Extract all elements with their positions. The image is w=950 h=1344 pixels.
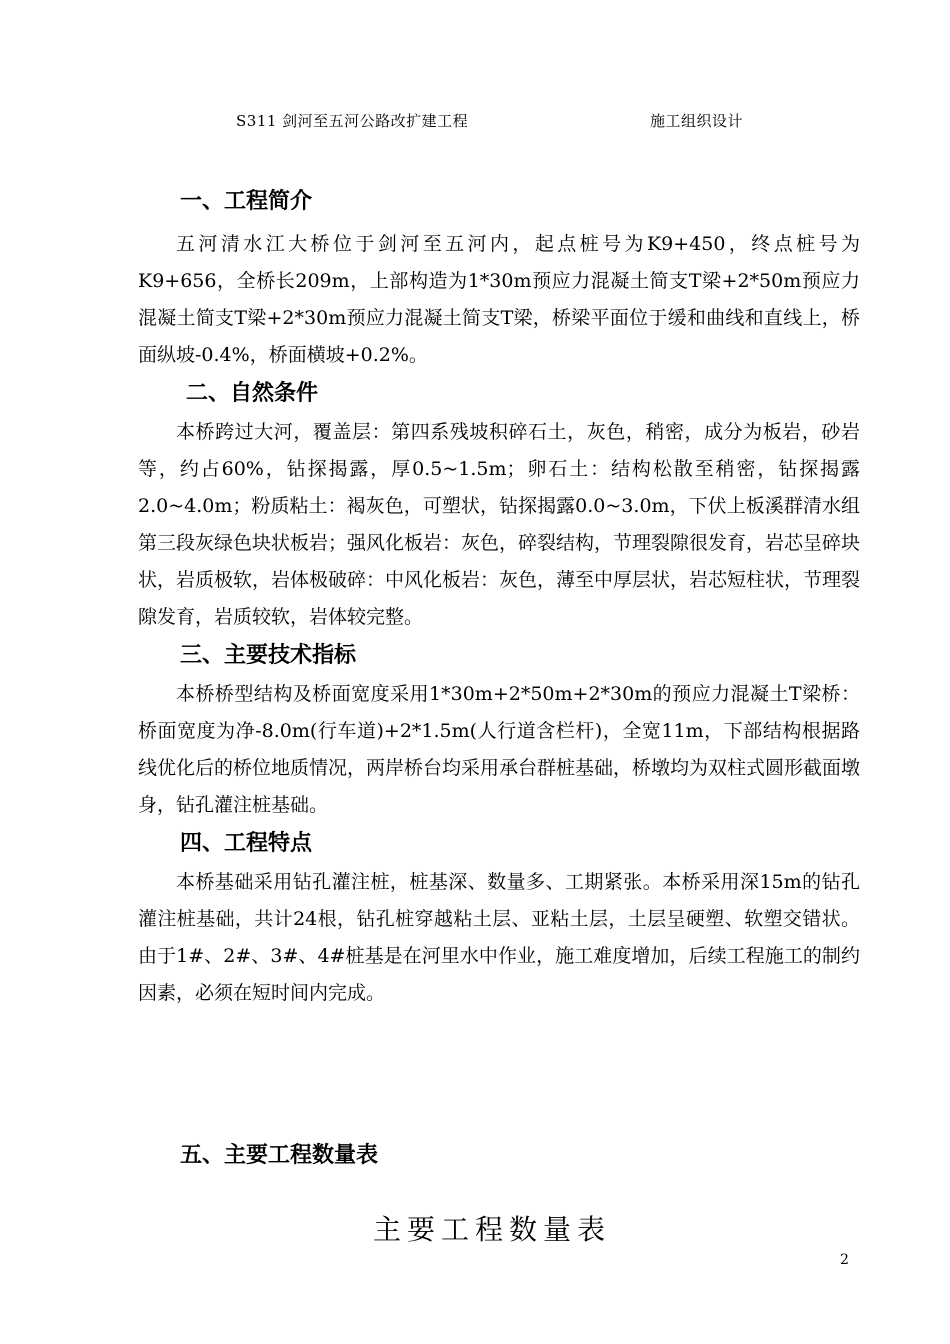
section-heading-quantities: 五、主要工程数量表 <box>180 1143 379 1168</box>
section-heading-overview: 一、工程简介 <box>180 189 313 214</box>
document-body <box>138 182 860 1012</box>
section-heading-natural-conditions: 二、自然条件 <box>186 381 319 406</box>
header-project-title: S311 剑河至五河公路改扩建工程 <box>236 112 469 130</box>
section-body-project-features: 本桥基础采用钻孔灌注桩，桩基深、数量多、工期紧张。本桥采用深15m的钻孔灌注桩基础，共计24根，钻孔桩穿越粘土层、亚粘土层，土层呈硬塑、软塑交错状。由于1#、2#、3#、4#桩基是在河里水中作业，施工难度增加，后续工程施工的制约因素，必须在短时间内完成。 <box>138 871 860 1004</box>
header-document-type: 施工组织设计 <box>650 112 744 130</box>
section-heading-project-features: 四、工程特点 <box>180 831 313 856</box>
section-heading-technical-indicators: 三、主要技术指标 <box>180 643 357 668</box>
section-body-natural-conditions: 本桥跨过大河，覆盖层：第四系残坡积碎石土，灰色，稍密，成分为板岩，砂岩等，约占60%，钻探揭露，厚0.5~1.5m；卵石土：结构松散至稍密，钻探揭露2.0~4.0m；粉质粘土：褐灰色，可塑状，钻探揭露0.0~3.0m，下伏上板溪群清水组第三段灰绿色块状板岩；强风化板岩：灰色，碎裂结构，节理裂隙很发育，岩芯呈碎块状，岩质极软，岩体极破碎：中风化板岩：灰色，薄至中厚层状，岩芯短柱状，节理裂隙发育，岩质较软，岩体较完整。 <box>138 421 861 628</box>
section-body-technical-indicators: 本桥桥型结构及桥面宽度采用1*30m+2*50m+2*30m的预应力混凝土T梁桥：桥面宽度为净-8.0m(行车道)+2*1.5m(人行道含栏杆)，全宽11m，下部结构根据路线优化后的桥位地质情况，两岸桥台均采用承台群桩基础，桥墩均为双柱式圆形截面墩身，钻孔灌注桩基础。 <box>138 683 861 816</box>
quantity-table-title: 主要工程数量表 <box>372 1213 611 1246</box>
section-body-overview: 五河清水江大桥位于剑河至五河内，起点桩号为K9+450，终点桩号为K9+656，全桥长209m，上部构造为1*30m预应力混凝土简支T梁+2*50m预应力混凝土简支T梁+2*30m预应力混凝土简支T梁，桥梁平面位于缓和曲线和直线上，桥面纵坡-0.4%，桥面横坡+0.2%。 <box>138 233 860 366</box>
page-number: 2 <box>840 1252 849 1268</box>
